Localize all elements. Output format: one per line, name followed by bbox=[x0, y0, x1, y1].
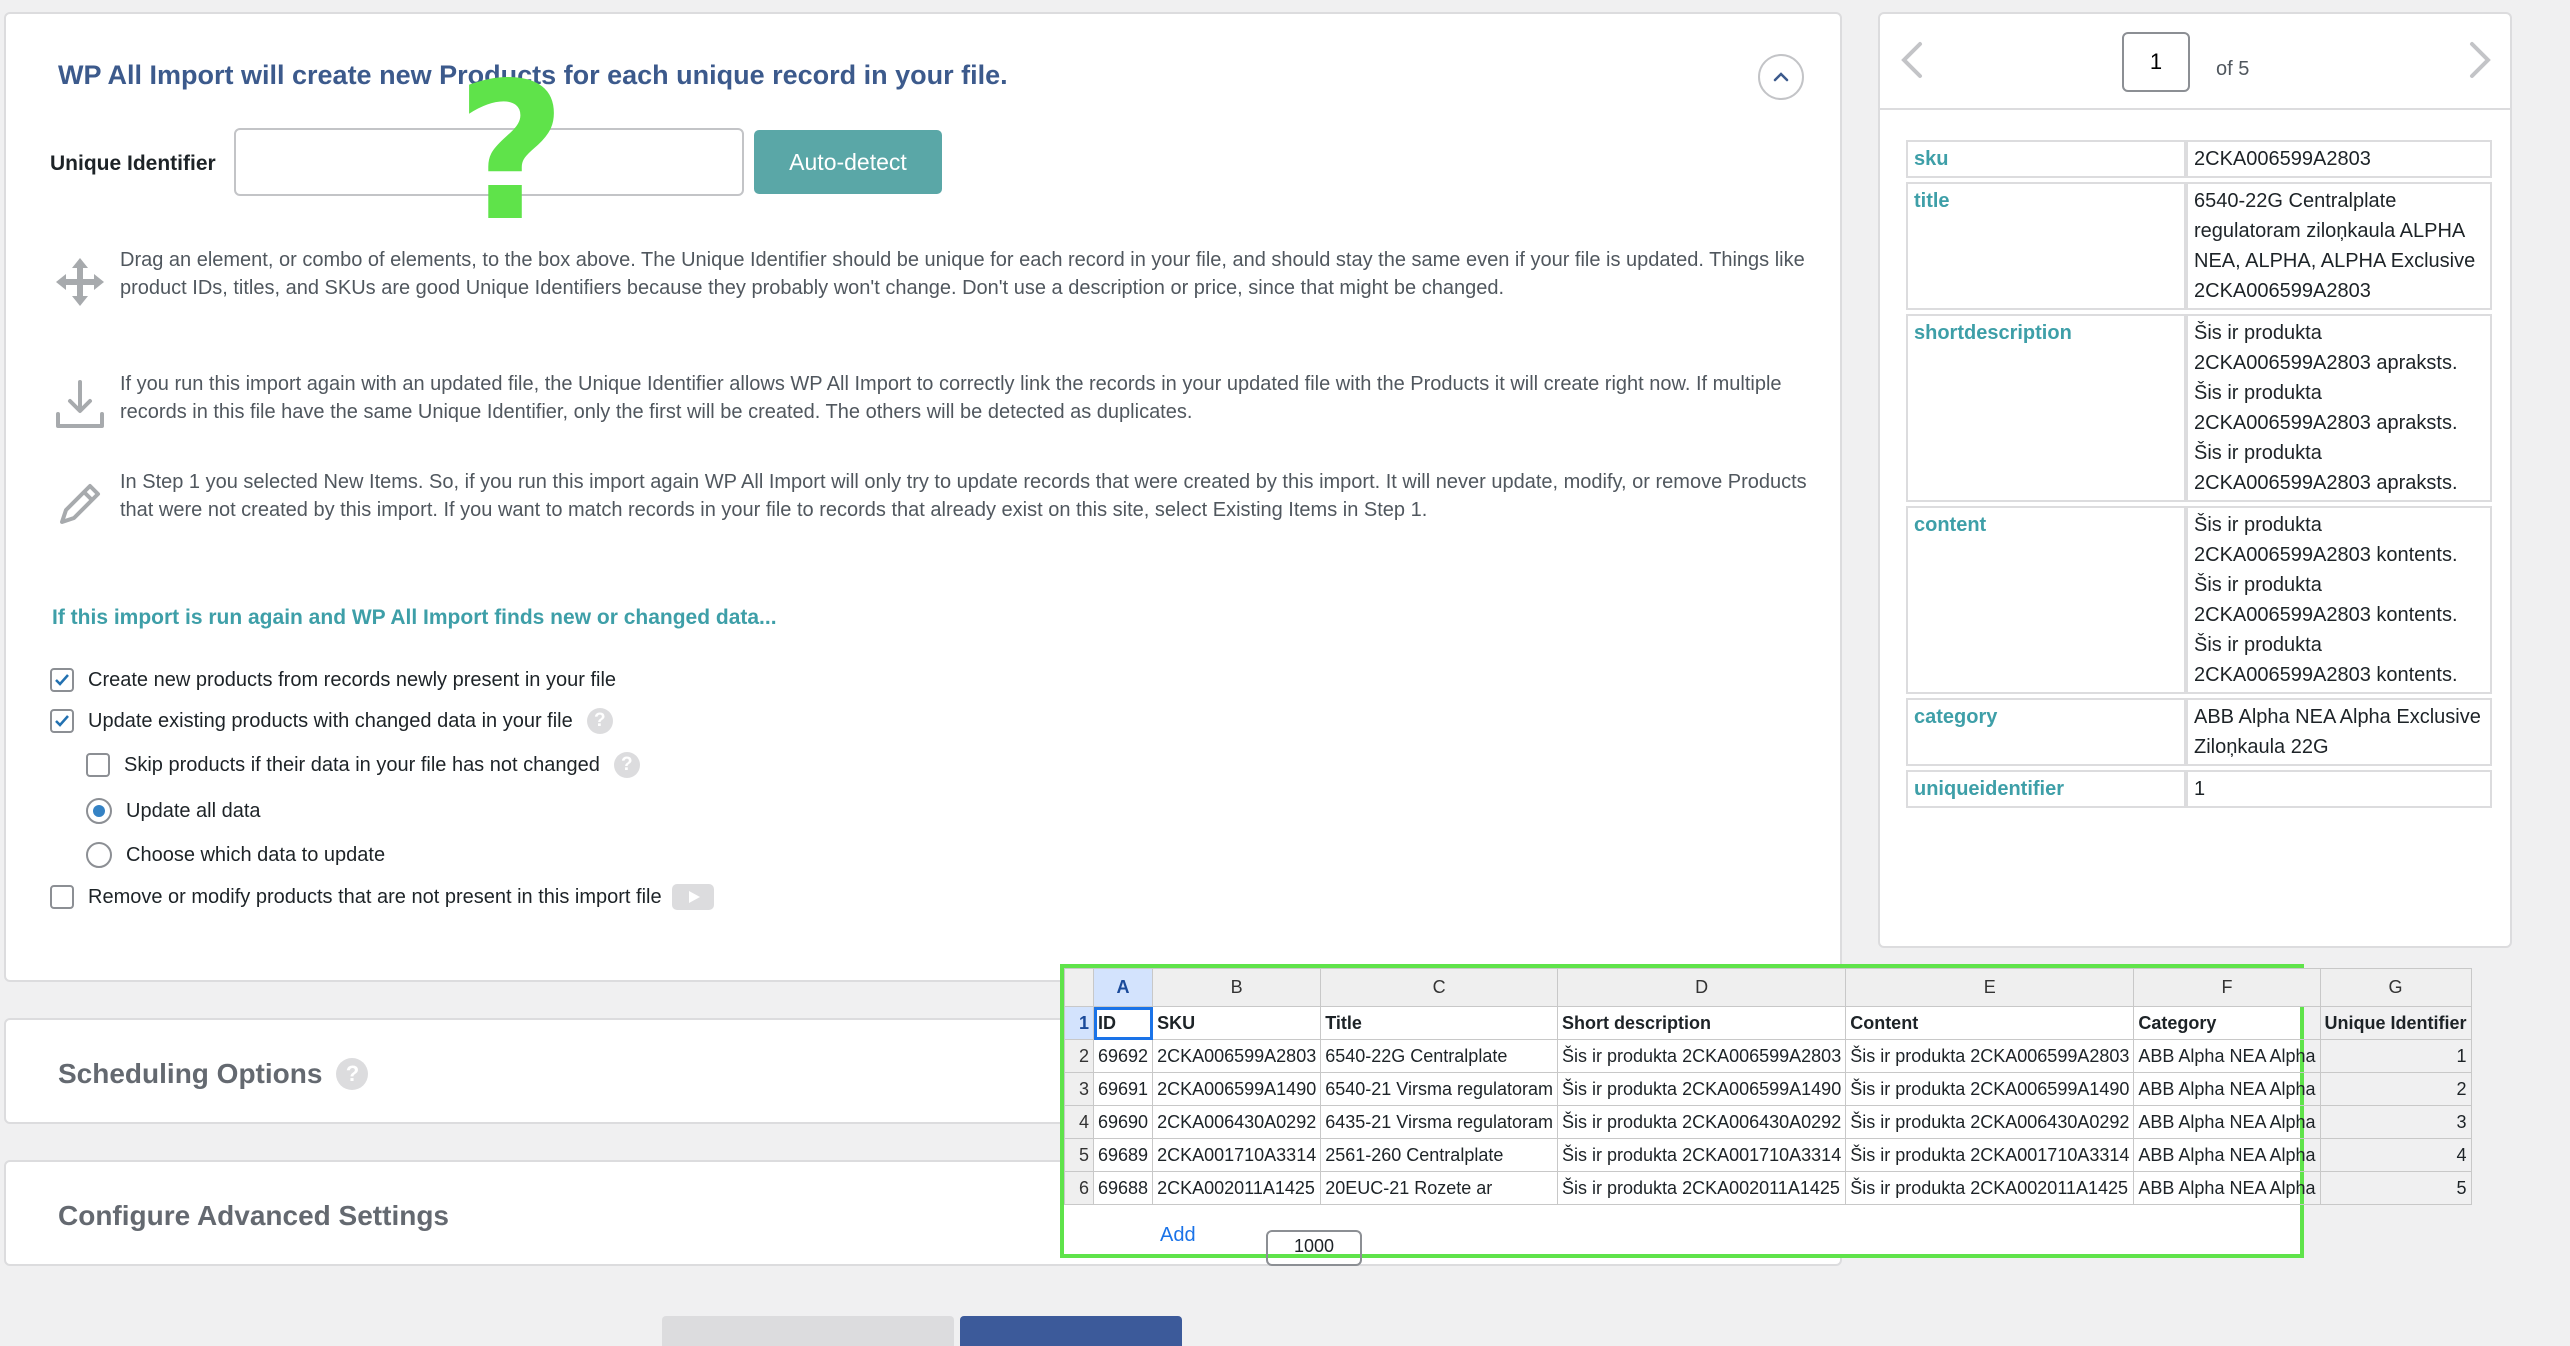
back-button[interactable] bbox=[662, 1316, 954, 1346]
option-remove-modify[interactable] bbox=[50, 884, 714, 910]
cell[interactable]: Šis ir produkta 2CKA006430A0292 bbox=[1846, 1106, 2134, 1139]
field-row[interactable] bbox=[1906, 314, 2492, 502]
table-row bbox=[1065, 1172, 2472, 1205]
table-row bbox=[1065, 1040, 2472, 1073]
chevron-right-icon[interactable] bbox=[2466, 40, 2494, 80]
advanced-settings-title: Configure Advanced Settings bbox=[58, 1200, 450, 1231]
cell[interactable]: 6540-21 Virsma regulatoram bbox=[1321, 1073, 1558, 1106]
field-key[interactable]: category bbox=[1906, 698, 2186, 766]
field-row[interactable] bbox=[1906, 182, 2492, 310]
cell[interactable]: Šis ir produkta 2CKA001710A3314 bbox=[1846, 1139, 2134, 1172]
cell[interactable]: Šis ir produkta 2CKA006599A2803 bbox=[1846, 1040, 2134, 1073]
option-choose-data[interactable] bbox=[86, 842, 385, 868]
checkmark-icon bbox=[53, 671, 71, 689]
cell[interactable]: 6540-22G Centralplate bbox=[1321, 1040, 1558, 1073]
row-number[interactable]: 3 bbox=[1065, 1073, 1094, 1106]
skip-unchanged-checkbox[interactable] bbox=[86, 753, 110, 777]
update-existing-checkbox[interactable] bbox=[50, 709, 74, 733]
record-page-input[interactable] bbox=[2122, 32, 2190, 92]
spreadsheet-grid bbox=[1064, 968, 2472, 1205]
cell[interactable]: Content bbox=[1846, 1007, 2134, 1040]
cell[interactable]: 2 bbox=[2320, 1073, 2471, 1106]
field-row[interactable] bbox=[1906, 506, 2492, 694]
collapse-button[interactable] bbox=[1758, 54, 1804, 100]
cell[interactable]: Šis ir produkta 2CKA006599A1490 bbox=[1558, 1073, 1846, 1106]
cell[interactable]: 2561-260 Centralplate bbox=[1321, 1139, 1558, 1172]
field-row[interactable] bbox=[1906, 698, 2492, 766]
record-preview-panel bbox=[1878, 12, 2512, 948]
cell[interactable]: Category bbox=[2134, 1007, 2320, 1040]
pencil-icon bbox=[50, 474, 110, 534]
cell[interactable]: 1 bbox=[2320, 1040, 2471, 1073]
table-row bbox=[1065, 1007, 2472, 1040]
continue-button[interactable] bbox=[960, 1316, 1182, 1346]
video-play-icon[interactable] bbox=[672, 884, 714, 910]
field-row[interactable] bbox=[1906, 770, 2492, 808]
column-header[interactable]: A bbox=[1094, 969, 1153, 1007]
field-value[interactable]: 2CKA006599A2803 bbox=[2186, 140, 2492, 178]
cell[interactable]: Šis ir produkta 2CKA002011A1425 bbox=[1558, 1172, 1846, 1205]
column-header[interactable]: B bbox=[1153, 969, 1321, 1007]
info-rerun-text: If you run this import again with an updated file, the Unique Identifier allows WP All Import to correctly link the records in your updated file with the Products it will create right now. If multiple records in this file have the same Unique Identifier, only the first will be created. The others will be detected as duplicates. bbox=[120, 373, 1782, 423]
checkmark-icon bbox=[53, 712, 71, 730]
cell[interactable]: 4 bbox=[2320, 1139, 2471, 1172]
cell[interactable]: 69690 bbox=[1094, 1106, 1153, 1139]
scheduling-options-title: Scheduling Options bbox=[58, 1058, 323, 1089]
cell[interactable]: Šis ir produkta 2CKA002011A1425 bbox=[1846, 1172, 2134, 1205]
help-icon[interactable]: ? bbox=[336, 1058, 368, 1090]
update-all-radio[interactable] bbox=[86, 798, 112, 824]
select-all-corner[interactable] bbox=[1065, 969, 1094, 1007]
cell[interactable]: Unique Identifier bbox=[2320, 1007, 2471, 1040]
cell[interactable]: 20EUC-21 Rozete ar bbox=[1321, 1172, 1558, 1205]
cell[interactable]: Short description bbox=[1558, 1007, 1846, 1040]
cell[interactable]: Title bbox=[1321, 1007, 1558, 1040]
cell[interactable]: 2CKA006599A2803 bbox=[1153, 1040, 1321, 1073]
cell[interactable]: 2CKA006599A1490 bbox=[1153, 1073, 1321, 1106]
update-existing-label: Update existing products with changed data in your file bbox=[88, 709, 573, 732]
record-navigation bbox=[1880, 14, 2510, 110]
field-value[interactable]: Šis ir produkta 2CKA006599A2803 kontents. Šis ir produkta 2CKA006599A2803 kontents. Šis ir produkta 2CKA006599A2803 kontents. bbox=[2186, 506, 2492, 694]
info-drag-text: Drag an element, or combo of elements, to the box above. The Unique Identifier should be unique for each record in your file, and should stay the same even if your file is updated. Things like product IDs, titles, and SKUs are good Unique Identifiers because they probably won't change. Don't use a description or price, since that might be changed. bbox=[120, 249, 1805, 299]
field-value[interactable]: 6540-22G Centralplate regulatoram ziloņkaula ALPHA NEA, ALPHA, ALPHA Exclusive 2CKA006599A2803 bbox=[2186, 182, 2492, 310]
cell[interactable]: Šis ir produkta 2CKA006430A0292 bbox=[1558, 1106, 1846, 1139]
field-key[interactable]: sku bbox=[1906, 140, 2186, 178]
cell[interactable]: ABB Alpha NEA Alpha bbox=[2134, 1073, 2320, 1106]
column-header[interactable]: E bbox=[1846, 969, 2134, 1007]
cell[interactable]: 69689 bbox=[1094, 1139, 1153, 1172]
cell[interactable]: ABB Alpha NEA Alpha bbox=[2134, 1172, 2320, 1205]
row-number[interactable]: 4 bbox=[1065, 1106, 1094, 1139]
info-step1 bbox=[50, 468, 1807, 558]
cell[interactable]: SKU bbox=[1153, 1007, 1321, 1040]
create-new-checkbox[interactable] bbox=[50, 668, 74, 692]
table-row bbox=[1065, 1073, 2472, 1106]
help-icon[interactable]: ? bbox=[587, 708, 613, 734]
row-number[interactable]: 5 bbox=[1065, 1139, 1094, 1172]
auto-detect-button[interactable]: Auto-detect bbox=[754, 130, 942, 194]
record-page-total: of 5 bbox=[2216, 58, 2250, 80]
info-rerun bbox=[50, 370, 1790, 440]
chevron-left-icon[interactable] bbox=[1898, 40, 1926, 80]
cell[interactable]: 6435-21 Virsma regulatoram bbox=[1321, 1106, 1558, 1139]
cell[interactable]: Šis ir produkta 2CKA006599A1490 bbox=[1846, 1073, 2134, 1106]
move-icon bbox=[50, 252, 110, 312]
field-key[interactable]: uniqueidentifier bbox=[1906, 770, 2186, 808]
remove-modify-label: Remove or modify products that are not present in this import file bbox=[88, 885, 662, 908]
choose-data-label: Choose which data to update bbox=[126, 843, 386, 866]
panel-title: WP All Import will create new Products for each unique record in your file. bbox=[58, 60, 1008, 90]
info-step1-text: In Step 1 you selected New Items. So, if you run this import again WP All Import will only try to update records that were created by this import. It will never update, modify, or remove Products that were not created by this import. If you want to match records in your file to records that already exist on this site, select Existing Items in Step 1. bbox=[120, 471, 1807, 521]
unique-identifier-label: Unique Identifier bbox=[50, 152, 216, 175]
cell[interactable]: 69692 bbox=[1094, 1040, 1153, 1073]
field-row[interactable] bbox=[1906, 140, 2492, 178]
cell[interactable]: 2CKA006430A0292 bbox=[1153, 1106, 1321, 1139]
cell[interactable]: 69691 bbox=[1094, 1073, 1153, 1106]
chevron-up-icon bbox=[1771, 67, 1791, 87]
field-key[interactable]: content bbox=[1906, 506, 2186, 694]
cell[interactable]: ABB Alpha NEA Alpha bbox=[2134, 1040, 2320, 1073]
column-header[interactable]: G bbox=[2320, 969, 2471, 1007]
field-value[interactable]: 1 bbox=[2186, 770, 2492, 808]
cell[interactable]: ABB Alpha NEA Alpha bbox=[2134, 1106, 2320, 1139]
column-header-row bbox=[1065, 969, 2472, 1007]
choose-data-radio[interactable] bbox=[86, 842, 112, 868]
add-rows-count[interactable]: 1000 bbox=[1266, 1230, 1362, 1266]
rerun-heading: If this import is run again and WP All Import finds new or changed data... bbox=[52, 606, 777, 629]
table-row bbox=[1065, 1106, 2472, 1139]
field-value[interactable]: Šis ir produkta 2CKA006599A2803 apraksts. Šis ir produkta 2CKA006599A2803 apraksts. Šis ir produkta 2CKA006599A2803 apraksts. bbox=[2186, 314, 2492, 502]
remove-modify-checkbox[interactable] bbox=[50, 885, 74, 909]
record-fields-table bbox=[1906, 136, 2492, 812]
cell[interactable]: 2CKA001710A3314 bbox=[1153, 1139, 1321, 1172]
option-update-existing[interactable] bbox=[50, 708, 613, 734]
create-new-label: Create new products from records newly present in your file bbox=[88, 668, 617, 691]
column-header[interactable]: C bbox=[1321, 969, 1558, 1007]
table-row bbox=[1065, 1139, 2472, 1172]
cell[interactable]: Šis ir produkta 2CKA006599A2803 bbox=[1558, 1040, 1846, 1073]
question-mark-overlay: ? bbox=[456, 42, 567, 263]
option-skip-unchanged[interactable] bbox=[86, 752, 640, 778]
skip-unchanged-label: Skip products if their data in your file has not changed bbox=[124, 753, 600, 776]
option-update-all[interactable] bbox=[86, 798, 261, 824]
cell[interactable]: ABB Alpha NEA Alpha bbox=[2134, 1139, 2320, 1172]
row-number[interactable]: 6 bbox=[1065, 1172, 1094, 1205]
field-value[interactable]: ABB Alpha NEA Alpha Exclusive Ziloņkaula 22G bbox=[2186, 698, 2492, 766]
cell[interactable]: 3 bbox=[2320, 1106, 2471, 1139]
column-header[interactable]: D bbox=[1558, 969, 1846, 1007]
add-rows-link[interactable]: Add bbox=[1160, 1224, 1196, 1246]
cell[interactable]: 2CKA002011A1425 bbox=[1153, 1172, 1321, 1205]
update-all-label: Update all data bbox=[126, 799, 261, 822]
field-key[interactable]: shortdescription bbox=[1906, 314, 2186, 502]
spreadsheet-overlay bbox=[1060, 964, 2467, 1258]
cell[interactable]: Šis ir produkta 2CKA001710A3314 bbox=[1558, 1139, 1846, 1172]
column-header[interactable]: F bbox=[2134, 969, 2320, 1007]
field-key[interactable]: title bbox=[1906, 182, 2186, 310]
row-number[interactable]: 2 bbox=[1065, 1040, 1094, 1073]
row-number[interactable]: 1 bbox=[1065, 1007, 1094, 1040]
cell[interactable]: 69688 bbox=[1094, 1172, 1153, 1205]
option-create-new[interactable] bbox=[50, 668, 616, 692]
info-drag bbox=[50, 246, 1805, 336]
unique-identifier-panel bbox=[4, 12, 1842, 982]
help-icon[interactable]: ? bbox=[614, 752, 640, 778]
import-icon bbox=[50, 376, 110, 436]
cell[interactable]: ID bbox=[1094, 1007, 1153, 1040]
cell[interactable]: 5 bbox=[2320, 1172, 2471, 1205]
